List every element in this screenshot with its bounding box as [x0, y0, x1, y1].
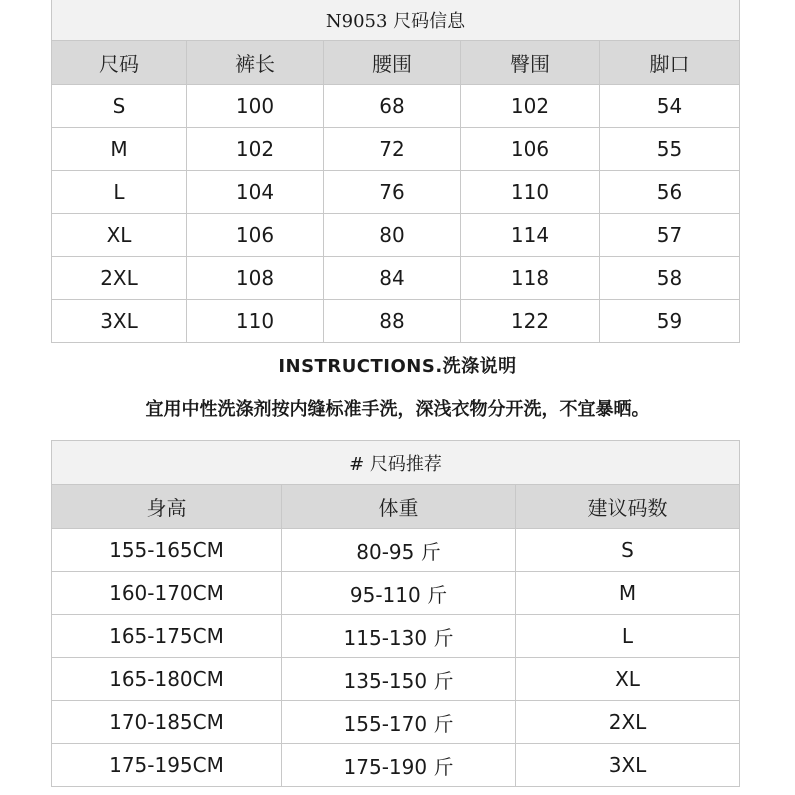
column-header: 身高: [52, 485, 282, 529]
cell-weight: 155-170 斤: [282, 701, 516, 744]
cell-height: 175-195CM: [52, 744, 282, 787]
column-header: 脚口: [600, 41, 740, 85]
cell-height: 155-165CM: [52, 529, 282, 572]
cell-recommended-size: 3XL: [516, 744, 740, 787]
cell-length: 108: [187, 257, 324, 300]
cell-height: 165-175CM: [52, 615, 282, 658]
cell-hem: 57: [600, 214, 740, 257]
table-row: [52, 744, 740, 787]
cell-hip: 118: [461, 257, 600, 300]
cell-hip: 110: [461, 171, 600, 214]
cell-hem: 58: [600, 257, 740, 300]
cell-hip: 106: [461, 128, 600, 171]
column-header: 尺码: [52, 41, 187, 85]
cell-weight: 95-110 斤: [282, 572, 516, 615]
rec-table-header-row: [52, 485, 740, 529]
table-row: [52, 572, 740, 615]
size-info-table: [51, 0, 740, 343]
cell-height: 160-170CM: [52, 572, 282, 615]
cell-hem: 55: [600, 128, 740, 171]
column-header: 腰围: [324, 41, 461, 85]
table-row: [52, 128, 740, 171]
table-row: [52, 85, 740, 128]
cell-waist: 80: [324, 214, 461, 257]
cell-hem: 59: [600, 300, 740, 343]
table-row: [52, 257, 740, 300]
instructions-title: INSTRUCTIONS.洗涤说明: [278, 356, 517, 377]
cell-recommended-size: 2XL: [516, 701, 740, 744]
cell-length: 102: [187, 128, 324, 171]
size-table-header-row: [52, 41, 740, 85]
column-header: 建议码数: [516, 485, 740, 529]
cell-waist: 72: [324, 128, 461, 171]
size-recommendation-table: [51, 440, 740, 787]
cell-size: L: [52, 171, 187, 214]
table-row: [52, 529, 740, 572]
cell-recommended-size: M: [516, 572, 740, 615]
cell-recommended-size: S: [516, 529, 740, 572]
cell-waist: 68: [324, 85, 461, 128]
table-row: [52, 300, 740, 343]
rec-table-title: # 尺码推荐: [52, 441, 740, 485]
table-row: [52, 171, 740, 214]
table-row: [52, 658, 740, 701]
cell-hip: 102: [461, 85, 600, 128]
cell-hem: 56: [600, 171, 740, 214]
cell-size: S: [52, 85, 187, 128]
cell-hem: 54: [600, 85, 740, 128]
cell-recommended-size: XL: [516, 658, 740, 701]
cell-hip: 122: [461, 300, 600, 343]
instructions-text: 宜用中性洗涤剂按内缝标准手洗，深浅衣物分开洗，不宜暴晒。: [145, 399, 650, 420]
cell-length: 100: [187, 85, 324, 128]
cell-size: 3XL: [52, 300, 187, 343]
table-row: [52, 214, 740, 257]
cell-waist: 88: [324, 300, 461, 343]
column-header: 臀围: [461, 41, 600, 85]
cell-size: M: [52, 128, 187, 171]
cell-length: 110: [187, 300, 324, 343]
column-header: 裤长: [187, 41, 324, 85]
cell-weight: 115-130 斤: [282, 615, 516, 658]
cell-waist: 76: [324, 171, 461, 214]
cell-hip: 114: [461, 214, 600, 257]
cell-weight: 80-95 斤: [282, 529, 516, 572]
cell-size: XL: [52, 214, 187, 257]
cell-recommended-size: L: [516, 615, 740, 658]
cell-length: 104: [187, 171, 324, 214]
cell-weight: 135-150 斤: [282, 658, 516, 701]
cell-size: 2XL: [52, 257, 187, 300]
cell-weight: 175-190 斤: [282, 744, 516, 787]
column-header: 体重: [282, 485, 516, 529]
table-row: [52, 615, 740, 658]
cell-length: 106: [187, 214, 324, 257]
cell-height: 165-180CM: [52, 658, 282, 701]
cell-waist: 84: [324, 257, 461, 300]
cell-height: 170-185CM: [52, 701, 282, 744]
table-row: [52, 701, 740, 744]
size-table-title: N9053 尺码信息: [52, 0, 740, 41]
